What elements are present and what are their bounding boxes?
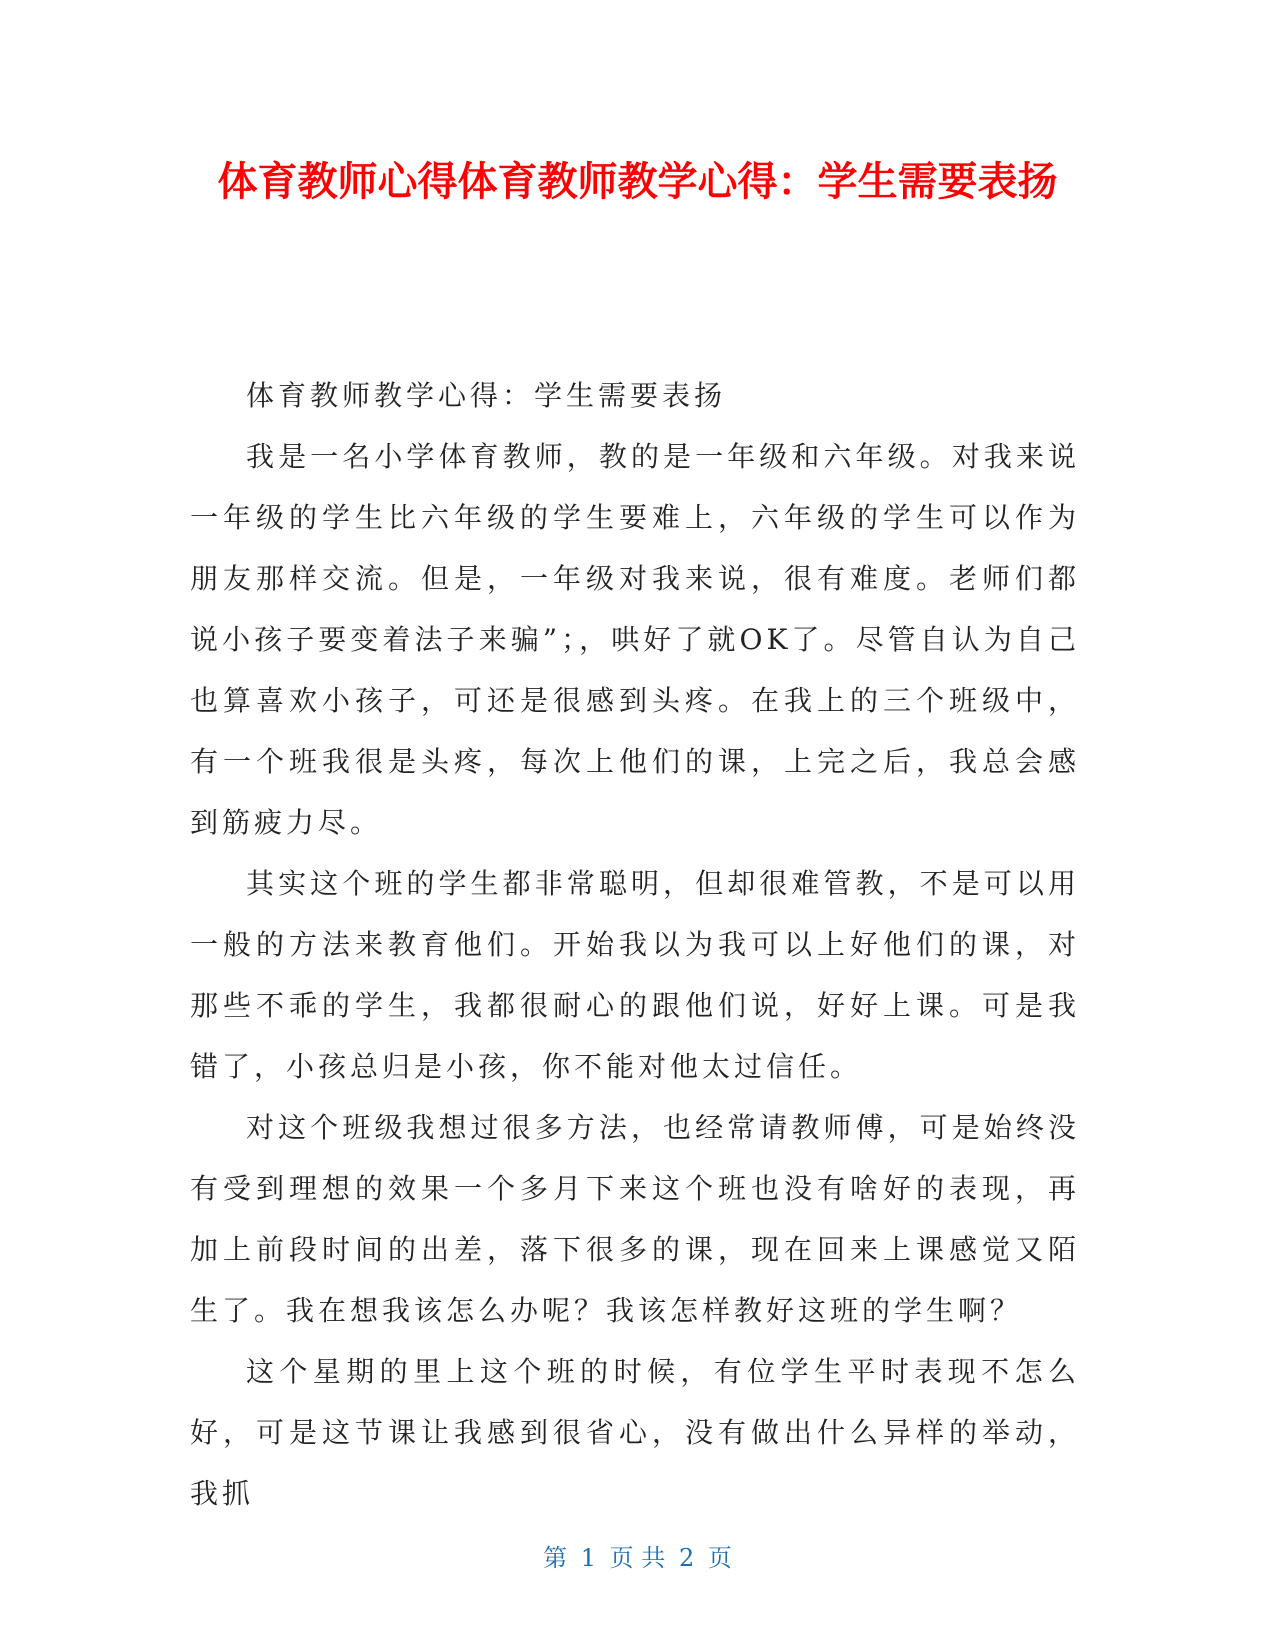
document-title: 体育教师心得体育教师教学心得：学生需要表扬	[217, 159, 1058, 205]
paragraph: 对这个班级我想过很多方法，也经常请教师傅，可是始终没有受到理想的效果一个多月下来这个班也没有啥好的表现，再加上前段时间的出差，落下很多的课，现在回来上课感觉又陌生了。我在想我该怎么办呢？我该怎样教好这班的学生啊？	[190, 1111, 1080, 1327]
current-page-number: 1	[580, 1544, 597, 1572]
paragraph-subtitle: 体育教师教学心得：学生需要表扬	[246, 379, 727, 412]
footer-mid: 页 共	[609, 1544, 666, 1572]
footer-prefix: 第	[543, 1544, 568, 1572]
paragraph: 这个星期的里上这个班的时候，有位学生平时表现不怎么好，可是这节课让我感到很省心，没有做出什么异样的举动，我抓	[190, 1355, 1080, 1510]
footer-suffix: 页	[707, 1544, 732, 1572]
paragraph: 我是一名小学体育教师，教的是一年级和六年级。对我来说一年级的学生比六年级的学生要难上，六年级的学生可以作为朋友那样交流。但是，一年级对我来说，很有难度。老师们都说小孩子要变着法子来骗”；，哄好了就OK了。尽管自认为自己也算喜欢小孩子，可还是很感到头疼。在我上的三个班级中，有一个班我很是头疼，每次上他们的课，上完之后，我总会感到筋疲力尽。	[190, 440, 1080, 839]
page-footer	[0, 1538, 1275, 1573]
total-pages-number: 2	[678, 1544, 695, 1572]
paragraph: 其实这个班的学生都非常聪明，但却很难管教，不是可以用一般的方法来教育他们。开始我以为我可以上好他们的课，对那些不乖的学生，我都很耐心的跟他们说，好好上课。可是我错了，小孩总归是小孩，你不能对他太过信任。	[190, 867, 1080, 1083]
document-body	[190, 365, 1080, 1524]
